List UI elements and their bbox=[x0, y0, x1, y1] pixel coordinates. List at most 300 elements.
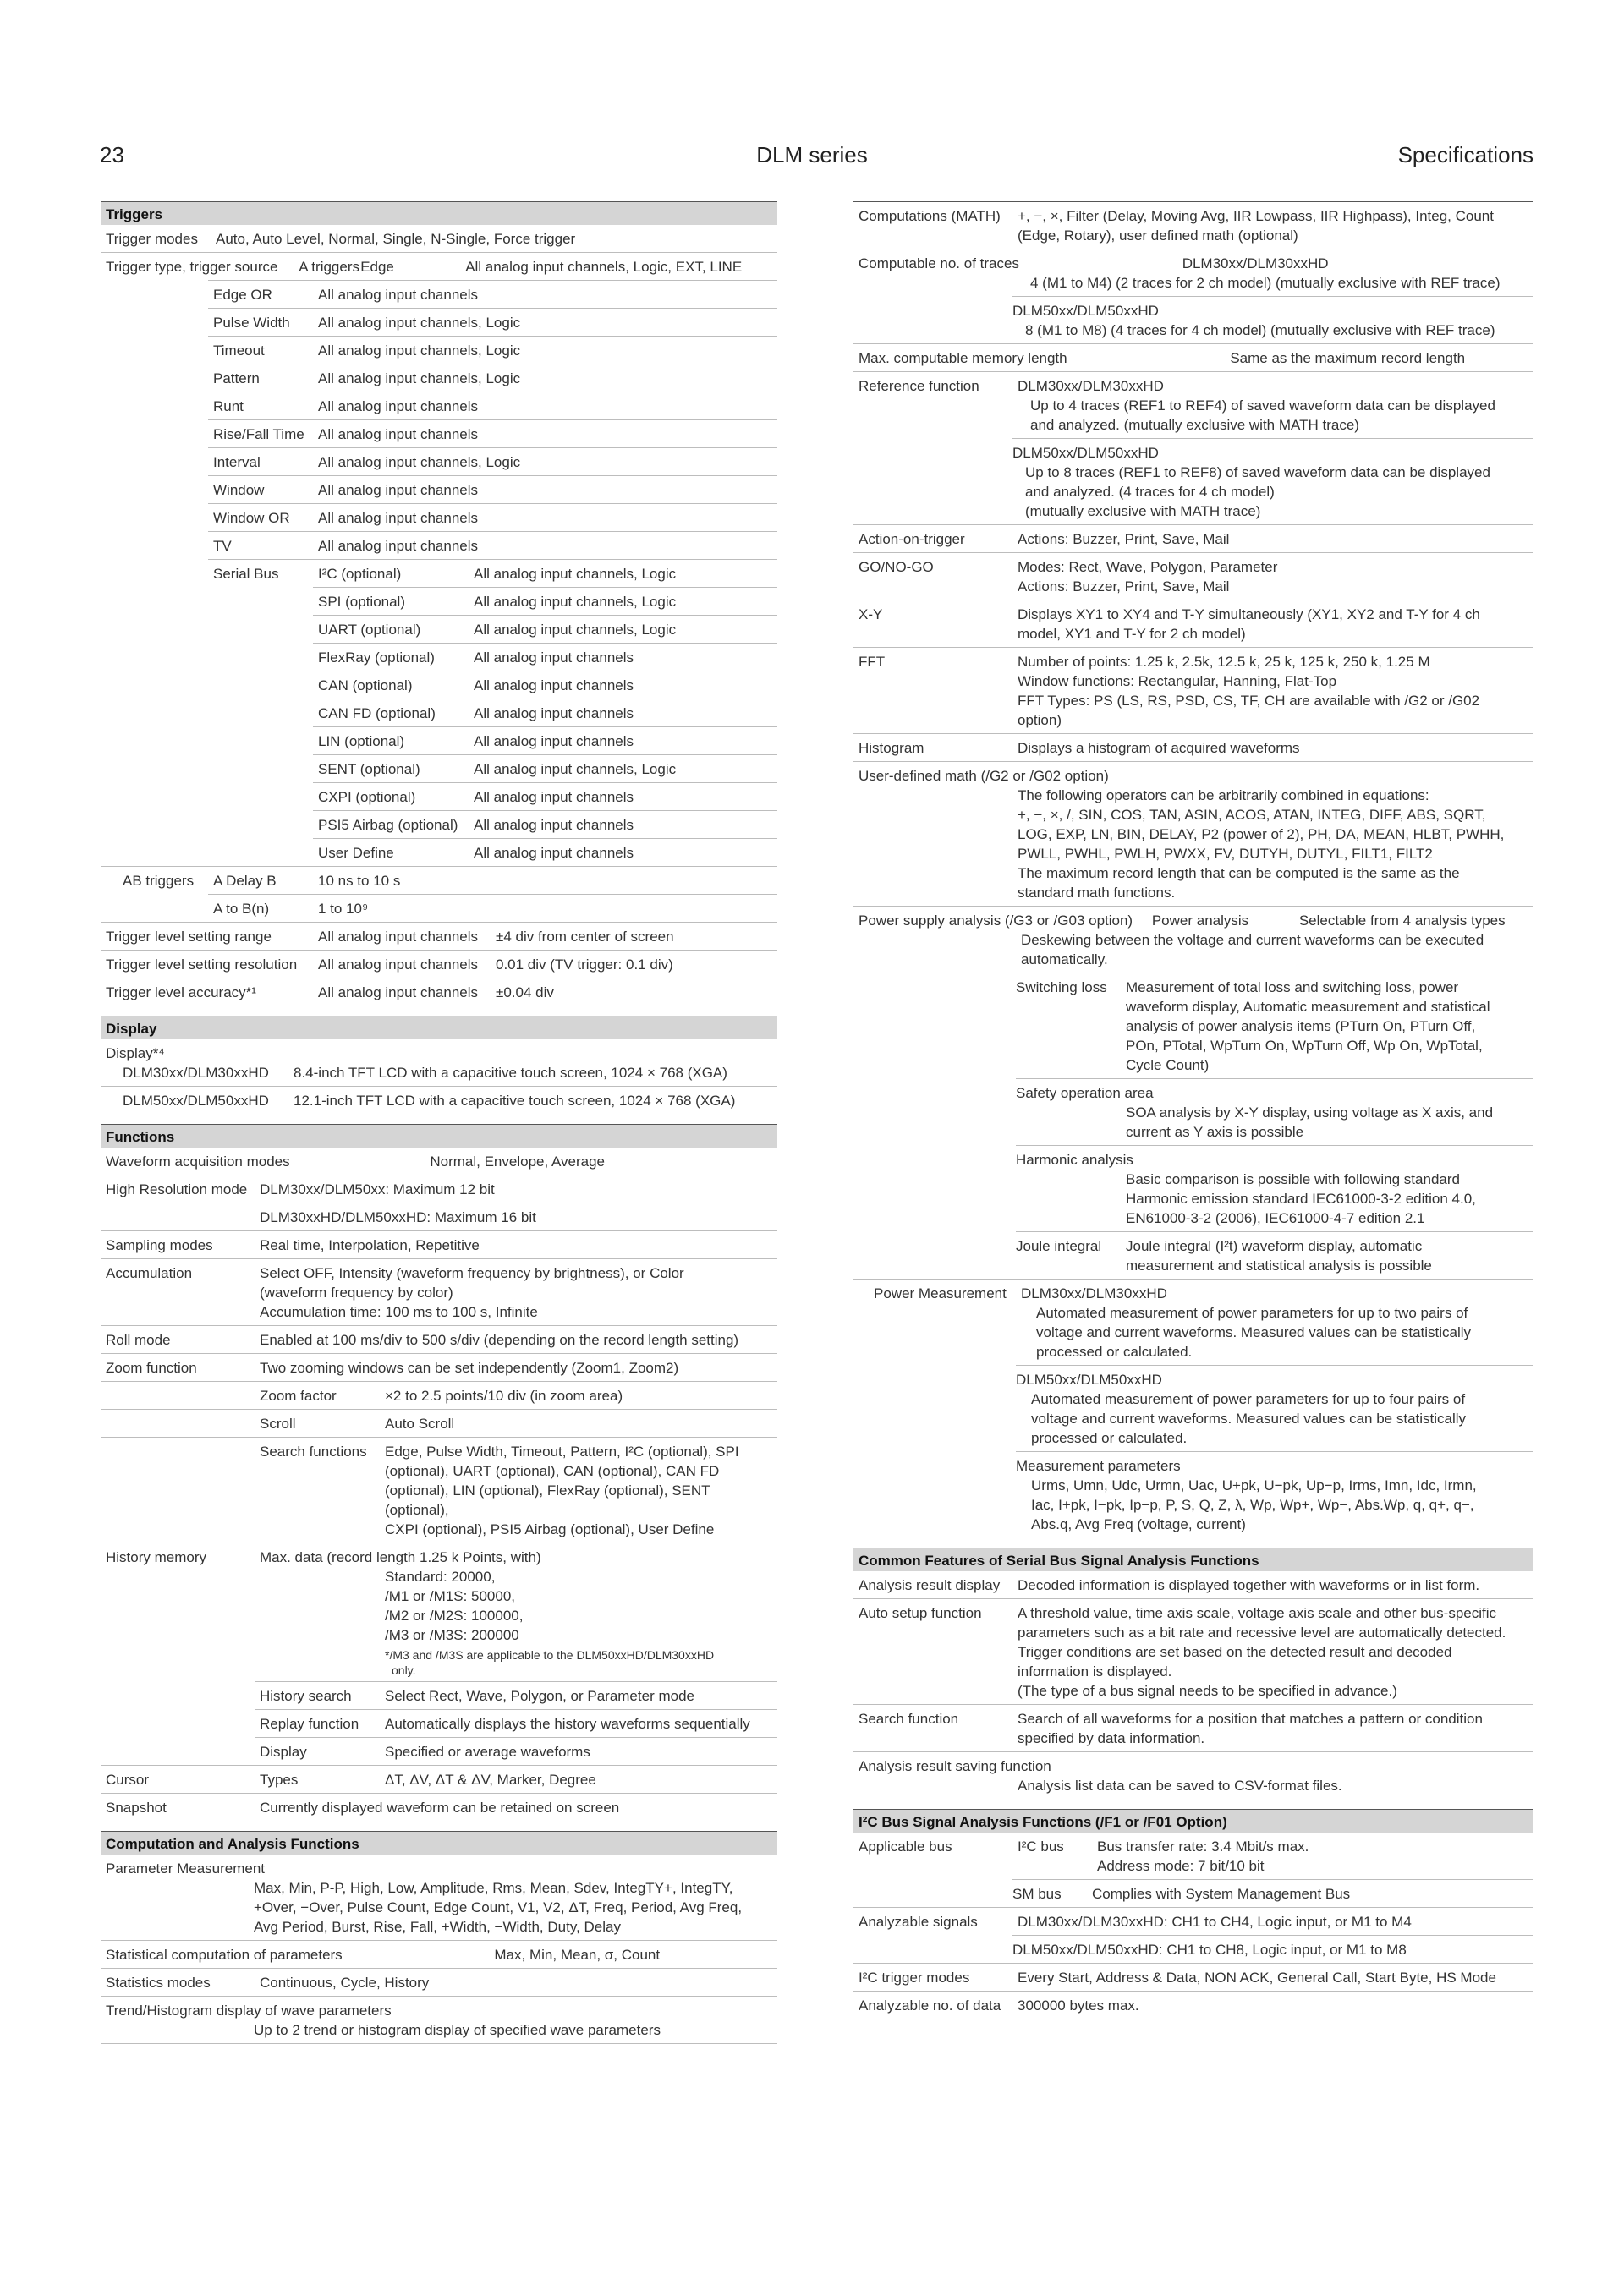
spec-row bbox=[101, 1409, 777, 1437]
spec-sub-label: Safety operation area bbox=[1016, 1085, 1154, 1101]
spec-row bbox=[208, 531, 777, 559]
spec-value: 300000 bytes max. bbox=[1018, 1997, 1139, 2014]
spec-label: Computations (MATH) bbox=[859, 208, 1001, 224]
spec-value: Every Start, Address & Data, NON ACK, General Call, Start Byte, HS Mode bbox=[1018, 1970, 1496, 1986]
spec-value: Real time, Interpolation, Repetitive bbox=[260, 1237, 480, 1253]
trigger-level-rows bbox=[101, 922, 777, 1006]
spec-sub-label: A Delay B bbox=[213, 873, 277, 889]
spec-value: All analog input channels, Logic, EXT, LINE bbox=[465, 259, 743, 275]
spec-row bbox=[853, 906, 1533, 973]
spec-value: ±0.04 div bbox=[496, 984, 554, 1000]
spec-value: specified by data information. bbox=[1018, 1730, 1205, 1746]
spec-label: User-defined math (/G2 or /G02 option) bbox=[859, 768, 1109, 784]
spec-row bbox=[853, 552, 1533, 600]
spec-row bbox=[101, 1968, 777, 1996]
spec-sub-label: Window OR bbox=[213, 510, 290, 526]
spec-value: Select Rect, Wave, Polygon, or Parameter mode bbox=[385, 1688, 694, 1704]
spec-value: Number of points: 1.25 k, 2.5k, 12.5 k, 25 k, 125 k, 250 k, 1.25 M bbox=[1018, 654, 1430, 670]
spec-value: ×2 to 2.5 points/10 div (in zoom area) bbox=[385, 1388, 623, 1404]
spec-label: Trend/Histogram display of wave parameters bbox=[106, 2003, 392, 2019]
spec-value: and analyzed. (mutually exclusive with MATH trace) bbox=[1030, 417, 1359, 433]
spec-value: Urms, Umn, Udc, Urmn, Uac, U+pk, U−pk, Up−p, Irms, Imn, Idc, Irmn, bbox=[1031, 1477, 1477, 1493]
spec-value: 0.01 div (TV trigger: 0.1 div) bbox=[496, 956, 673, 973]
spec-label: Histogram bbox=[859, 740, 924, 756]
spec-value: 8.4-inch TFT LCD with a capacitive touch screen, 1024 × 768 (XGA) bbox=[294, 1065, 727, 1081]
spec-value: information is displayed. bbox=[1018, 1663, 1172, 1680]
spec-row bbox=[101, 1353, 777, 1381]
spec-value: processed or calculated. bbox=[1031, 1430, 1188, 1446]
spec-row bbox=[313, 671, 777, 699]
spec-value: Basic comparison is possible with following standard bbox=[1126, 1171, 1460, 1187]
spec-value: Bus transfer rate: 3.4 Mbit/s max. bbox=[1097, 1838, 1309, 1855]
spec-row bbox=[853, 201, 1533, 249]
spec-row bbox=[853, 1907, 1533, 1935]
spec-label: Applicable bus bbox=[859, 1838, 952, 1855]
spec-value: +, −, ×, Filter (Delay, Moving Avg, IIR Lowpass, IIR Highpass), Integ, Count bbox=[1018, 208, 1494, 224]
spec-value: Iac, I+pk, I−pk, Ip−p, P, S, Q, Z, λ, Wp, Wp+, Wp−, Abs.Wp, q, q+, q−, bbox=[1031, 1497, 1474, 1513]
spec-value: (Edge, Rotary), user defined math (optional) bbox=[1018, 227, 1298, 244]
spec-label: Parameter Measurement bbox=[106, 1860, 266, 1877]
spec-label: Snapshot bbox=[106, 1800, 167, 1816]
spec-sub-label: FlexRay (optional) bbox=[318, 649, 435, 666]
spec-value: parameters such as a bit rate and recessive level are automatically detected. bbox=[1018, 1625, 1506, 1641]
spec-label: AB triggers bbox=[123, 873, 195, 889]
spec-row bbox=[208, 364, 777, 392]
spec-row bbox=[1012, 296, 1533, 343]
spec-label: GO/NO-GO bbox=[859, 559, 934, 575]
spec-sub-label: Edge bbox=[360, 259, 394, 275]
spec-row bbox=[101, 866, 777, 894]
spec-value: All analog input channels, Logic bbox=[318, 315, 521, 331]
spec-value: LOG, EXP, LN, BIN, DELAY, P2 (power of 2), PH, DA, MEAN, HLBT, PWHH, bbox=[1018, 826, 1505, 842]
a-trigger-rows bbox=[101, 280, 777, 559]
spec-value: Decoded information is displayed together with waveforms or in list form. bbox=[1018, 1577, 1480, 1593]
spec-sub-label: Joule integral bbox=[1016, 1238, 1102, 1254]
spec-value: DLM30xx/DLM50xx: Maximum 12 bit bbox=[260, 1181, 495, 1197]
spec-label: Sampling modes bbox=[106, 1237, 213, 1253]
spec-sub-label: Harmonic analysis bbox=[1016, 1152, 1133, 1168]
spec-label: History memory bbox=[106, 1549, 207, 1565]
spec-value: Window functions: Rectangular, Hanning, Flat-Top bbox=[1018, 673, 1337, 689]
spec-value: All analog input channels, Logic bbox=[474, 594, 677, 610]
spec-value: voltage and current waveforms. Measured values can be statistically bbox=[1036, 1324, 1472, 1340]
spec-footnote: only. bbox=[392, 1663, 416, 1677]
spec-label: Trigger level accuracy*¹ bbox=[106, 984, 256, 1000]
spec-value: All analog input channels bbox=[474, 789, 634, 805]
spec-value: /M3 or /M3S: 200000 bbox=[385, 1627, 519, 1643]
spec-value: current as Y axis is possible bbox=[1126, 1124, 1304, 1140]
spec-row bbox=[255, 1709, 777, 1737]
spec-value: All analog input channels, Logic bbox=[474, 761, 677, 777]
spec-value: 8 (M1 to M8) (4 traces for 4 ch model) (mutually exclusive with REF trace) bbox=[1025, 322, 1495, 338]
spec-sub-label: Interval bbox=[213, 454, 261, 470]
spec-row bbox=[101, 1039, 777, 1086]
spec-sub-label: PSI5 Airbag (optional) bbox=[318, 817, 458, 833]
spec-sub-label: CXPI (optional) bbox=[318, 789, 416, 805]
spec-label: Auto setup function bbox=[859, 1605, 982, 1621]
spec-sub-label: History search bbox=[260, 1688, 352, 1704]
spec-value: Joule integral (I²t) waveform display, automatic bbox=[1126, 1238, 1423, 1254]
spec-row bbox=[853, 647, 1533, 733]
spec-value: 1 to 10⁹ bbox=[318, 901, 369, 917]
spec-sub-label: A to B(n) bbox=[213, 901, 270, 917]
spec-value: automatically. bbox=[1021, 951, 1108, 967]
spec-value: All analog input channels bbox=[474, 733, 634, 749]
spec-row bbox=[313, 587, 777, 615]
spec-row bbox=[208, 280, 777, 308]
spec-value: Address mode: 7 bit/10 bit bbox=[1097, 1858, 1265, 1874]
spec-value: Displays XY1 to XY4 and T-Y simultaneously (XY1, XY2 and T-Y for 4 ch bbox=[1018, 606, 1480, 622]
spec-row bbox=[282, 257, 742, 277]
spec-value: /M1 or /M1S: 50000, bbox=[385, 1588, 516, 1604]
spec-value: Same as the maximum record length bbox=[1230, 350, 1466, 366]
spec-sub-label: Measurement parameters bbox=[1016, 1458, 1181, 1474]
spec-value: The following operators can be arbitrarily combined in equations: bbox=[1018, 787, 1429, 803]
spec-value: DLM30xx/DLM30xxHD: CH1 to CH4, Logic input, or M1 to M4 bbox=[1018, 1914, 1412, 1930]
spec-label: Search function bbox=[859, 1711, 959, 1727]
spec-row bbox=[208, 392, 777, 419]
spec-sub-label: Switching loss bbox=[1016, 979, 1107, 995]
spec-row bbox=[101, 978, 777, 1006]
spec-value: Selectable from 4 analysis types bbox=[1298, 912, 1506, 929]
page-number: 23 bbox=[100, 142, 124, 167]
spec-row bbox=[255, 1681, 777, 1709]
spec-row bbox=[853, 524, 1533, 552]
spec-value: Up to 2 trend or histogram display of specified wave parameters bbox=[254, 2022, 661, 2038]
spec-value: PWLL, PWHL, PWLH, PWXX, FV, DUTYH, DUTYL, FILT1, FILT2 bbox=[1018, 846, 1433, 862]
spec-value: CXPI (optional), PSI5 Airbag (optional), User Define bbox=[385, 1521, 715, 1537]
spec-row bbox=[208, 419, 777, 447]
spec-row bbox=[313, 643, 777, 671]
spec-sub-label: DLM50xx/DLM50xxHD bbox=[1012, 445, 1159, 461]
spec-row bbox=[101, 1148, 777, 1175]
spec-row bbox=[101, 1086, 777, 1114]
spec-sub-label: Edge OR bbox=[213, 287, 272, 303]
spec-label: Trigger level setting range bbox=[106, 929, 272, 945]
right-column bbox=[853, 201, 1533, 2019]
spec-value: Up to 8 traces (REF1 to REF8) of saved waveform data can be displayed bbox=[1025, 464, 1490, 480]
spec-value: (optional), LIN (optional), FlexRay (optional), SENT (optional), bbox=[385, 1482, 710, 1518]
spec-sub-label: Scroll bbox=[260, 1416, 296, 1432]
spec-row bbox=[208, 447, 777, 475]
spec-value: processed or calculated. bbox=[1036, 1344, 1193, 1360]
spec-value: Deskewing between the voltage and current waveforms can be executed bbox=[1021, 932, 1484, 948]
spec-value: model, XY1 and T-Y for 2 ch model) bbox=[1018, 626, 1246, 642]
spec-value: All analog input channels, Logic bbox=[318, 454, 521, 470]
section-header-triggers: Triggers bbox=[101, 201, 777, 225]
spec-sub-label: Runt bbox=[213, 398, 244, 414]
spec-label: Analyzable signals bbox=[859, 1914, 978, 1930]
spec-label: Reference function bbox=[859, 378, 979, 394]
spec-row bbox=[101, 950, 777, 978]
spec-value: Automatically displays the history waveforms sequentially bbox=[385, 1716, 750, 1732]
spec-row bbox=[101, 1203, 777, 1230]
spec-value: Search of all waveforms for a position that matches a pattern or condition bbox=[1018, 1711, 1483, 1727]
spec-sub-label: All analog input channels bbox=[318, 929, 479, 945]
left-column bbox=[101, 201, 777, 2044]
spec-value: ±4 div from center of screen bbox=[496, 929, 674, 945]
spec-row bbox=[101, 1793, 777, 1821]
spec-row bbox=[101, 1940, 777, 1968]
spec-sub-label: Timeout bbox=[213, 342, 265, 359]
spec-row bbox=[313, 838, 777, 866]
spec-row bbox=[101, 1258, 777, 1325]
spec-row bbox=[208, 894, 777, 922]
spec-sub-label: DLM50xx/DLM50xxHD bbox=[1016, 1372, 1162, 1388]
spec-value: All analog input channels bbox=[474, 845, 634, 861]
spec-sub-label: CAN (optional) bbox=[318, 677, 413, 693]
spec-row bbox=[853, 1751, 1533, 1799]
spec-value: Continuous, Cycle, History bbox=[260, 1975, 430, 1991]
spec-value: Two zooming windows can be set independently (Zoom1, Zoom2) bbox=[260, 1360, 679, 1376]
spec-row bbox=[1016, 1078, 1533, 1145]
spec-sub-label: DLM30xx/DLM30xxHD bbox=[1018, 378, 1164, 394]
spec-value: All analog input channels bbox=[474, 817, 634, 833]
spec-label: X-Y bbox=[859, 606, 883, 622]
spec-row bbox=[1016, 1145, 1533, 1231]
spec-value: measurement and statistical analysis is possible bbox=[1126, 1258, 1432, 1274]
spec-label: Statistics modes bbox=[106, 1975, 211, 1991]
spec-row bbox=[853, 1279, 1533, 1365]
spec-value: 10 ns to 10 s bbox=[318, 873, 401, 889]
spec-row bbox=[101, 1996, 777, 2044]
spec-value: Complies with System Management Bus bbox=[1092, 1886, 1351, 1902]
spec-row bbox=[853, 1598, 1533, 1704]
spec-row bbox=[1016, 1451, 1533, 1537]
spec-sub-label: UART (optional) bbox=[318, 622, 421, 638]
spec-sub-label: DLM30xx/DLM30xxHD bbox=[1021, 1285, 1167, 1301]
spec-label: Analysis result display bbox=[859, 1577, 1001, 1593]
spec-value: Max. data (record length 1.25 k Points, with) bbox=[260, 1549, 541, 1565]
spec-row bbox=[208, 503, 777, 531]
spec-value: All analog input channels bbox=[318, 482, 479, 498]
spec-label: Accumulation bbox=[106, 1265, 193, 1281]
spec-value: All analog input channels bbox=[474, 677, 634, 693]
spec-row bbox=[208, 475, 777, 503]
spec-row bbox=[255, 1737, 777, 1765]
spec-value: Avg Period, Burst, Rise, Fall, +Width, −Width, Duty, Delay bbox=[254, 1919, 621, 1935]
spec-row bbox=[313, 726, 777, 754]
spec-value: FFT Types: PS (LS, RS, PSD, CS, TF, CH are available with /G2 or /G02 bbox=[1018, 693, 1480, 709]
spec-sub-label: All analog input channels bbox=[318, 956, 479, 973]
spec-value: All analog input channels bbox=[318, 510, 479, 526]
spec-label: Statistical computation of parameters bbox=[106, 1947, 343, 1963]
spec-label: Trigger level setting resolution bbox=[106, 956, 298, 973]
spec-value: The maximum record length that can be computed is the same as the bbox=[1018, 865, 1460, 881]
spec-sub-label: Rise/Fall Time bbox=[213, 426, 304, 442]
spec-row bbox=[853, 1991, 1533, 2019]
spec-value: /M2 or /M2S: 100000, bbox=[385, 1608, 524, 1624]
spec-value: Actions: Buzzer, Print, Save, Mail bbox=[1018, 578, 1230, 595]
spec-sub-label: Power analysis bbox=[1151, 912, 1249, 929]
spec-value: Specified or average waveforms bbox=[385, 1744, 590, 1760]
spec-value: All analog input channels bbox=[318, 287, 479, 303]
spec-value: Analysis list data can be saved to CSV-format files. bbox=[1018, 1778, 1342, 1794]
spec-sub-label: LIN (optional) bbox=[318, 733, 405, 749]
spec-row bbox=[853, 371, 1533, 438]
spec-sub-label: All analog input channels bbox=[318, 984, 479, 1000]
spec-sub-label: TV bbox=[213, 538, 232, 554]
spec-sub-label: User Define bbox=[318, 845, 394, 861]
spec-label: Max. computable memory length bbox=[859, 350, 1067, 366]
spec-footnote: */M3 and /M3S are applicable to the DLM50xxHD/DLM30xxHD bbox=[385, 1648, 715, 1662]
serial-trigger-rows bbox=[101, 559, 777, 866]
spec-value: Automated measurement of power parameters for up to four pairs of bbox=[1031, 1391, 1466, 1407]
spec-value: All analog input channels, Logic bbox=[318, 370, 521, 386]
spec-row bbox=[313, 615, 777, 643]
spec-value: All analog input channels bbox=[318, 538, 479, 554]
spec-value: Cycle Count) bbox=[1126, 1057, 1210, 1073]
spec-row bbox=[208, 559, 777, 587]
spec-value: standard math functions. bbox=[1018, 885, 1176, 901]
spec-row bbox=[853, 343, 1533, 371]
spec-row bbox=[101, 1765, 777, 1793]
spec-value: Accumulation time: 100 ms to 100 s, Infinite bbox=[260, 1304, 538, 1320]
spec-label: Trigger modes bbox=[106, 231, 198, 247]
spec-value: waveform display, Automatic measurement and statistical bbox=[1126, 999, 1490, 1015]
spec-row bbox=[853, 249, 1533, 296]
spec-label: Waveform acquisition modes bbox=[106, 1153, 290, 1170]
spec-row bbox=[101, 1543, 777, 1681]
spec-value: Automated measurement of power parameters for up to two pairs of bbox=[1036, 1305, 1468, 1321]
spec-sub-label: Pattern bbox=[213, 370, 260, 386]
spec-value: Max, Min, P-P, High, Low, Amplitude, Rms, Mean, Sdev, IntegTY+, IntegTY, bbox=[254, 1880, 733, 1896]
spec-value: All analog input channels, Logic bbox=[318, 342, 521, 359]
spec-sub-label: Display bbox=[260, 1744, 307, 1760]
spec-sub-label: DLM30xx/DLM30xxHD bbox=[123, 1065, 269, 1081]
spec-row bbox=[101, 1855, 777, 1940]
spec-row bbox=[1016, 1365, 1533, 1451]
spec-row bbox=[101, 922, 777, 950]
spec-value: Modes: Rect, Wave, Polygon, Parameter bbox=[1018, 559, 1278, 575]
spec-value: DLM50xx/DLM50xxHD: CH1 to CH8, Logic input, or M1 to M8 bbox=[1012, 1942, 1407, 1958]
spec-value: (The type of a bus signal needs to be specified in advance.) bbox=[1018, 1683, 1397, 1699]
history-sub-rows bbox=[101, 1681, 777, 1765]
spec-sub-label: SENT (optional) bbox=[318, 761, 420, 777]
spec-row bbox=[101, 225, 777, 252]
spec-value: Currently displayed waveform can be retained on screen bbox=[260, 1800, 620, 1816]
spec-row bbox=[101, 1325, 777, 1353]
spec-sub-label: Power Measurement bbox=[874, 1285, 1007, 1301]
spec-value: Select OFF, Intensity (waveform frequency by brightness), or Color bbox=[260, 1265, 684, 1281]
spec-label: I²C trigger modes bbox=[859, 1970, 970, 1986]
spec-label: Analyzable no. of data bbox=[859, 1997, 1001, 2014]
spec-sub-label: SPI (optional) bbox=[318, 594, 405, 610]
spec-value: Edge, Pulse Width, Timeout, Pattern, I²C (optional), SPI bbox=[385, 1444, 739, 1460]
spec-value: All analog input channels, Logic bbox=[474, 622, 677, 638]
section-title: Specifications bbox=[1397, 142, 1533, 167]
spec-value: Auto, Auto Level, Normal, Single, N-Single, Force trigger bbox=[216, 231, 576, 247]
spec-sub-label: I²C bus bbox=[1018, 1838, 1064, 1855]
section-header-functions: Functions bbox=[101, 1124, 777, 1148]
spec-value: and analyzed. (4 traces for 4 ch model) bbox=[1025, 484, 1275, 500]
spec-sub-label: Search functions bbox=[260, 1444, 367, 1460]
spec-value: Enabled at 100 ms/div to 500 s/div (depending on the record length setting) bbox=[260, 1332, 739, 1348]
spec-row bbox=[853, 733, 1533, 761]
spec-sub-label: Zoom factor bbox=[260, 1388, 337, 1404]
spec-value: voltage and current waveforms. Measured values can be statistically bbox=[1031, 1411, 1467, 1427]
spec-value: EN61000-3-2 (2006), IEC61000-4-7 edition 2.1 bbox=[1126, 1210, 1425, 1226]
spec-value: SOA analysis by X-Y display, using voltage as X axis, and bbox=[1126, 1104, 1494, 1121]
spec-sub-label: Serial Bus bbox=[213, 566, 279, 582]
spec-value: Abs.q, Avg Freq (voltage, current) bbox=[1031, 1516, 1246, 1532]
spec-row bbox=[853, 1571, 1533, 1598]
spec-row bbox=[1012, 438, 1533, 524]
spec-sub-label: CAN FD (optional) bbox=[318, 705, 436, 721]
spec-value: Up to 4 traces (REF1 to REF4) of saved waveform data can be displayed bbox=[1030, 397, 1495, 414]
spec-label: Cursor bbox=[106, 1772, 150, 1788]
spec-value: All analog input channels bbox=[318, 426, 479, 442]
spec-sub-label: DLM50xx/DLM50xxHD bbox=[1012, 303, 1159, 319]
spec-value: (optional), UART (optional), CAN (optional), CAN FD bbox=[385, 1463, 720, 1479]
spec-row bbox=[313, 754, 777, 782]
spec-sub-label: Pulse Width bbox=[213, 315, 290, 331]
spec-row bbox=[1012, 1935, 1533, 1963]
ab-trigger-rows bbox=[101, 866, 777, 922]
spec-row bbox=[853, 1963, 1533, 1991]
spec-row bbox=[853, 761, 1533, 906]
spec-label: A triggers bbox=[299, 259, 359, 275]
spec-value: POn, PTotal, WpTurn On, WpTurn Off, Wp On, WpTotal, bbox=[1126, 1038, 1483, 1054]
spec-label: Action-on-trigger bbox=[859, 531, 965, 547]
spec-sub-label: DLM50xx/DLM50xxHD bbox=[123, 1093, 269, 1109]
spec-value: +, −, ×, /, SIN, COS, TAN, ASIN, ACOS, ATAN, INTEG, DIFF, ABS, SQRT, bbox=[1018, 807, 1486, 823]
spec-label: Power supply analysis (/G3 or /G03 option) bbox=[859, 912, 1133, 929]
spec-value: Auto Scroll bbox=[385, 1416, 455, 1432]
spec-value: Actions: Buzzer, Print, Save, Mail bbox=[1018, 531, 1230, 547]
section-header-common-serial: Common Features of Serial Bus Signal Analysis Functions bbox=[853, 1548, 1533, 1571]
spec-value: Displays a histogram of acquired waveforms bbox=[1018, 740, 1300, 756]
spec-sub-label: Types bbox=[260, 1772, 299, 1788]
series-title: DLM series bbox=[756, 142, 868, 167]
spec-value: +Over, −Over, Pulse Count, Edge Count, V1, V2, ΔT, Freq, Period, Avg Freq, bbox=[254, 1899, 743, 1915]
spec-row bbox=[101, 252, 777, 280]
spec-row bbox=[208, 336, 777, 364]
spec-value: option) bbox=[1018, 712, 1062, 728]
spec-value: (mutually exclusive with MATH trace) bbox=[1025, 503, 1261, 519]
spec-label: Display*⁴ bbox=[106, 1045, 165, 1061]
spec-value: analysis of power analysis items (PTurn On, PTurn Off, bbox=[1126, 1018, 1476, 1034]
spec-row bbox=[1016, 1231, 1533, 1279]
spec-row bbox=[101, 1175, 777, 1203]
spec-row bbox=[1012, 1879, 1533, 1907]
spec-row bbox=[313, 810, 777, 838]
spec-label: FFT bbox=[859, 654, 886, 670]
spec-label: Analysis result saving function bbox=[859, 1758, 1051, 1774]
spec-label: Computable no. of traces bbox=[859, 255, 1019, 271]
section-header-display: Display bbox=[101, 1016, 777, 1039]
spec-row bbox=[101, 1381, 777, 1409]
section-header-i2c: I²C Bus Signal Analysis Functions (/F1 or /F01 Option) bbox=[853, 1809, 1533, 1833]
spec-row bbox=[101, 1230, 777, 1258]
spec-value: Max, Min, Mean, σ, Count bbox=[494, 1947, 661, 1963]
spec-sub-label: Window bbox=[213, 482, 265, 498]
spec-sub-label: SM bus bbox=[1012, 1886, 1062, 1902]
spec-row bbox=[853, 1833, 1533, 1879]
spec-value: All analog input channels bbox=[318, 398, 479, 414]
spec-row bbox=[313, 782, 777, 810]
spec-label: Trigger type, trigger source bbox=[106, 259, 278, 275]
spec-row bbox=[101, 1437, 777, 1543]
spec-row bbox=[853, 1704, 1533, 1751]
spec-value: All analog input channels bbox=[474, 705, 634, 721]
spec-row bbox=[208, 308, 777, 336]
spec-sub-label: DLM30xx/DLM30xxHD bbox=[1182, 255, 1329, 271]
spec-value: 12.1-inch TFT LCD with a capacitive touch screen, 1024 × 768 (XGA) bbox=[294, 1093, 736, 1109]
spec-value: Trigger conditions are set based on the detected result and decoded bbox=[1018, 1644, 1452, 1660]
spec-row bbox=[313, 699, 777, 726]
spec-sub-label: I²C (optional) bbox=[318, 566, 402, 582]
